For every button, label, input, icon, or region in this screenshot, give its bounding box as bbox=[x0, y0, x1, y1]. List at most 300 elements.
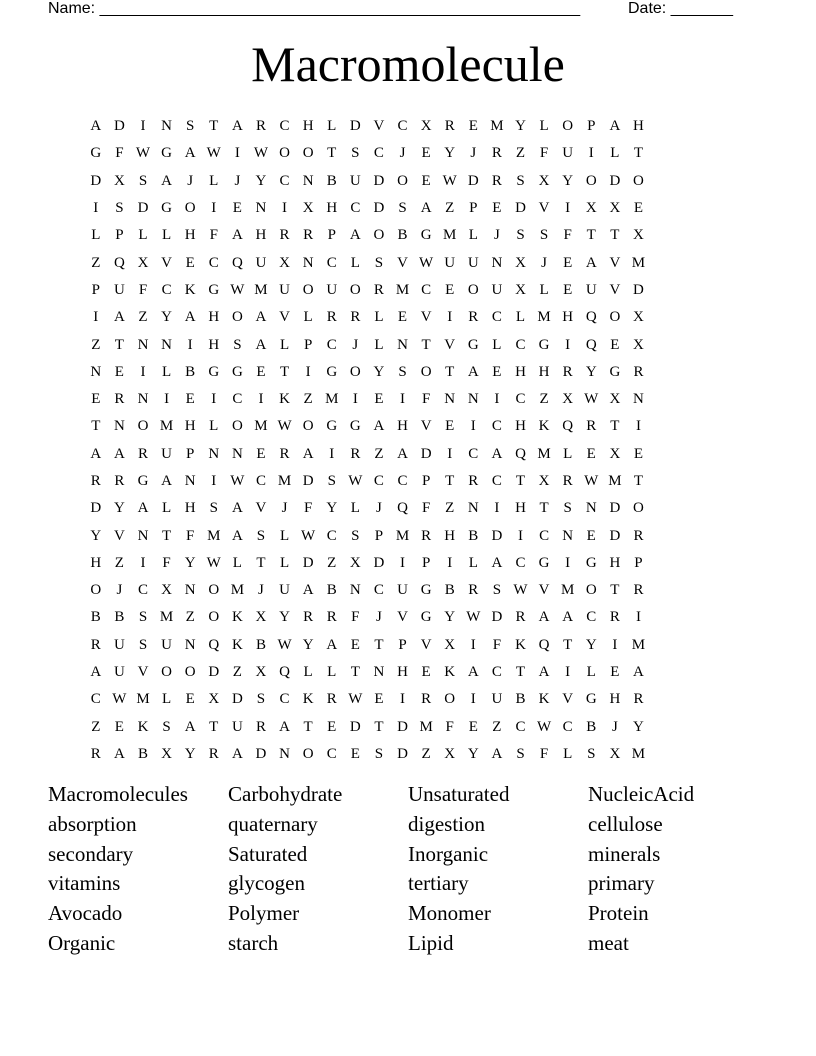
grid-letter[interactable]: S bbox=[138, 609, 148, 626]
grid-letter[interactable]: A bbox=[90, 118, 102, 135]
grid-letter[interactable]: Y bbox=[184, 554, 196, 571]
grid-letter[interactable]: D bbox=[349, 718, 361, 735]
grid-letter[interactable]: N bbox=[302, 254, 314, 271]
grid-letter[interactable]: U bbox=[255, 254, 267, 271]
grid-letter[interactable]: D bbox=[609, 172, 621, 189]
grid-letter[interactable]: S bbox=[162, 718, 171, 735]
grid-letter[interactable]: N bbox=[585, 500, 597, 517]
grid-letter[interactable]: P bbox=[398, 636, 407, 653]
grid-letter[interactable]: X bbox=[585, 200, 597, 217]
grid-letter[interactable]: M bbox=[395, 527, 410, 544]
grid-letter[interactable]: V bbox=[397, 254, 408, 271]
grid-letter[interactable]: K bbox=[515, 636, 526, 653]
grid-letter[interactable]: B bbox=[137, 745, 148, 762]
grid-letter[interactable]: E bbox=[185, 391, 195, 408]
grid-letter[interactable]: E bbox=[586, 527, 596, 544]
grid-letter[interactable]: A bbox=[255, 336, 267, 353]
grid-letter[interactable]: G bbox=[326, 363, 338, 380]
grid-letter[interactable]: E bbox=[256, 445, 266, 462]
grid-letter[interactable]: O bbox=[633, 172, 644, 189]
grid-letter[interactable]: F bbox=[303, 500, 313, 517]
grid-letter[interactable]: O bbox=[467, 281, 479, 298]
grid-letter[interactable]: G bbox=[420, 227, 432, 244]
grid-letter[interactable]: A bbox=[538, 664, 550, 681]
grid-letter[interactable]: J bbox=[541, 254, 547, 271]
grid-letter[interactable]: X bbox=[279, 254, 290, 271]
grid-letter[interactable]: P bbox=[91, 281, 100, 298]
grid-letter[interactable]: D bbox=[491, 609, 503, 626]
grid-letter[interactable]: T bbox=[610, 582, 620, 599]
grid-letter[interactable]: G bbox=[161, 145, 172, 162]
grid-letter[interactable]: V bbox=[420, 636, 432, 653]
grid-letter[interactable]: C bbox=[491, 473, 502, 489]
grid-letter[interactable]: P bbox=[421, 554, 431, 571]
grid-letter[interactable]: Y bbox=[515, 118, 526, 135]
grid-letter[interactable]: L bbox=[350, 254, 360, 271]
grid-letter[interactable]: U bbox=[161, 445, 172, 462]
grid-letter[interactable]: N bbox=[184, 473, 196, 489]
grid-letter[interactable]: Z bbox=[232, 664, 242, 681]
grid-letter[interactable]: S bbox=[587, 745, 596, 762]
grid-letter[interactable]: C bbox=[397, 473, 408, 489]
grid-letter[interactable]: P bbox=[374, 527, 384, 544]
grid-letter[interactable]: P bbox=[327, 227, 336, 244]
grid-letter[interactable]: H bbox=[184, 418, 196, 435]
grid-letter[interactable]: A bbox=[90, 445, 102, 462]
grid-letter[interactable]: Q bbox=[397, 500, 408, 517]
grid-letter[interactable]: U bbox=[562, 145, 574, 162]
grid-letter[interactable]: M bbox=[631, 254, 646, 271]
grid-letter[interactable]: N bbox=[279, 745, 290, 762]
grid-letter[interactable]: Y bbox=[467, 745, 479, 762]
grid-letter[interactable]: W bbox=[584, 473, 599, 489]
grid-letter[interactable]: S bbox=[115, 200, 124, 217]
grid-letter[interactable]: G bbox=[585, 691, 597, 708]
grid-letter[interactable]: A bbox=[538, 609, 550, 626]
grid-letter[interactable]: R bbox=[326, 691, 337, 708]
grid-letter[interactable]: L bbox=[610, 145, 620, 162]
grid-letter[interactable]: N bbox=[208, 445, 220, 462]
grid-letter[interactable]: R bbox=[633, 691, 644, 708]
grid-letter[interactable]: T bbox=[374, 718, 384, 735]
grid-letter[interactable]: L bbox=[279, 336, 290, 353]
grid-letter[interactable]: F bbox=[115, 145, 124, 162]
grid-letter[interactable]: T bbox=[256, 554, 266, 571]
grid-letter[interactable]: L bbox=[161, 363, 172, 380]
grid-letter[interactable]: M bbox=[608, 473, 622, 489]
grid-letter[interactable]: B bbox=[326, 582, 337, 599]
grid-letter[interactable]: E bbox=[421, 145, 431, 162]
grid-letter[interactable]: W bbox=[442, 172, 457, 189]
grid-letter[interactable]: W bbox=[135, 145, 151, 162]
grid-letter[interactable]: X bbox=[349, 554, 361, 571]
grid-letter[interactable]: R bbox=[633, 363, 644, 380]
grid-letter[interactable]: Q bbox=[113, 254, 125, 271]
grid-letter[interactable]: C bbox=[373, 582, 384, 599]
grid-letter[interactable]: A bbox=[231, 500, 243, 517]
grid-letter[interactable]: D bbox=[467, 172, 479, 189]
grid-letter[interactable]: C bbox=[326, 745, 337, 762]
grid-letter[interactable]: H bbox=[515, 418, 526, 435]
grid-letter[interactable]: D bbox=[349, 118, 361, 135]
grid-letter[interactable]: D bbox=[373, 554, 385, 571]
grid-letter[interactable]: I bbox=[140, 363, 146, 380]
grid-letter[interactable]: D bbox=[302, 554, 314, 571]
grid-letter[interactable]: Y bbox=[562, 172, 574, 189]
grid-letter[interactable]: R bbox=[114, 391, 125, 408]
grid-letter[interactable]: L bbox=[209, 172, 219, 189]
grid-letter[interactable]: E bbox=[232, 200, 242, 217]
grid-letter[interactable]: I bbox=[565, 336, 571, 353]
grid-letter[interactable]: C bbox=[491, 309, 502, 326]
grid-letter[interactable]: D bbox=[113, 118, 125, 135]
grid-letter[interactable]: Y bbox=[279, 609, 290, 626]
grid-letter[interactable]: G bbox=[420, 582, 432, 599]
grid-letter[interactable]: V bbox=[279, 309, 290, 326]
grid-letter[interactable]: G bbox=[208, 363, 220, 380]
grid-letter[interactable]: Y bbox=[373, 363, 385, 380]
grid-letter[interactable]: Z bbox=[515, 145, 526, 162]
grid-letter[interactable]: B bbox=[444, 582, 455, 599]
grid-letter[interactable]: W bbox=[277, 418, 292, 435]
grid-letter[interactable]: R bbox=[633, 582, 644, 599]
grid-letter[interactable]: O bbox=[302, 418, 314, 435]
grid-letter[interactable]: C bbox=[491, 664, 502, 681]
grid-letter[interactable]: U bbox=[349, 172, 361, 189]
grid-letter[interactable]: N bbox=[137, 391, 149, 408]
grid-letter[interactable]: R bbox=[444, 118, 455, 135]
grid-letter[interactable]: A bbox=[184, 145, 196, 162]
grid-letter[interactable]: J bbox=[116, 582, 123, 599]
grid-letter[interactable]: T bbox=[563, 636, 573, 653]
grid-letter[interactable]: V bbox=[397, 609, 408, 626]
grid-letter[interactable]: K bbox=[302, 691, 314, 708]
grid-letter[interactable]: X bbox=[633, 336, 644, 353]
grid-letter[interactable]: H bbox=[90, 554, 102, 571]
grid-letter[interactable]: L bbox=[539, 118, 549, 135]
grid-letter[interactable]: E bbox=[633, 200, 644, 217]
grid-letter[interactable]: O bbox=[349, 281, 361, 298]
grid-letter[interactable]: T bbox=[161, 527, 172, 544]
grid-letter[interactable]: T bbox=[209, 118, 219, 135]
grid-letter[interactable]: N bbox=[373, 664, 385, 681]
grid-letter[interactable]: J bbox=[376, 609, 382, 626]
grid-letter[interactable]: V bbox=[420, 418, 432, 435]
grid-letter[interactable]: S bbox=[563, 500, 572, 517]
grid-letter[interactable]: W bbox=[206, 145, 221, 162]
grid-letter[interactable]: K bbox=[184, 281, 196, 298]
grid-letter[interactable]: Z bbox=[91, 336, 101, 353]
grid-letter[interactable]: X bbox=[538, 172, 550, 189]
grid-letter[interactable]: M bbox=[419, 718, 433, 735]
grid-letter[interactable]: S bbox=[516, 172, 525, 189]
grid-letter[interactable]: L bbox=[539, 281, 549, 298]
grid-letter[interactable]: R bbox=[255, 718, 266, 735]
grid-letter[interactable]: R bbox=[468, 309, 479, 326]
grid-letter[interactable]: W bbox=[301, 527, 316, 544]
grid-letter[interactable]: C bbox=[562, 718, 573, 735]
grid-letter[interactable]: N bbox=[161, 118, 172, 135]
grid-letter[interactable]: W bbox=[419, 254, 434, 271]
grid-letter[interactable]: Y bbox=[255, 172, 267, 189]
grid-letter[interactable]: O bbox=[279, 145, 290, 162]
grid-letter[interactable]: R bbox=[609, 609, 620, 626]
grid-letter[interactable]: T bbox=[279, 363, 290, 380]
grid-letter[interactable]: P bbox=[303, 336, 313, 353]
grid-letter[interactable]: L bbox=[209, 418, 219, 435]
grid-letter[interactable]: E bbox=[350, 745, 360, 762]
grid-letter[interactable]: Y bbox=[585, 363, 597, 380]
grid-letter[interactable]: L bbox=[303, 309, 313, 326]
grid-letter[interactable]: Q bbox=[231, 254, 243, 271]
grid-letter[interactable]: O bbox=[397, 172, 408, 189]
grid-letter[interactable]: D bbox=[137, 200, 149, 217]
grid-letter[interactable]: N bbox=[137, 336, 149, 353]
grid-letter[interactable]: E bbox=[492, 200, 502, 217]
grid-letter[interactable]: N bbox=[184, 582, 196, 599]
grid-letter[interactable]: O bbox=[231, 309, 243, 326]
grid-letter[interactable]: X bbox=[302, 200, 314, 217]
grid-letter[interactable]: H bbox=[609, 554, 621, 571]
grid-letter[interactable]: E bbox=[492, 363, 502, 380]
grid-letter[interactable]: T bbox=[114, 336, 124, 353]
grid-letter[interactable]: P bbox=[587, 118, 596, 135]
grid-letter[interactable]: A bbox=[420, 200, 432, 217]
grid-letter[interactable]: F bbox=[162, 554, 171, 571]
grid-letter[interactable]: Q bbox=[279, 664, 290, 681]
grid-letter[interactable]: C bbox=[279, 172, 290, 189]
grid-letter[interactable]: E bbox=[445, 281, 455, 298]
grid-letter[interactable]: O bbox=[420, 363, 432, 380]
grid-letter[interactable]: S bbox=[233, 336, 242, 353]
grid-letter[interactable]: R bbox=[515, 609, 526, 626]
grid-letter[interactable]: R bbox=[279, 227, 290, 244]
grid-letter[interactable]: R bbox=[208, 745, 219, 762]
grid-letter[interactable]: I bbox=[258, 391, 264, 408]
grid-letter[interactable]: N bbox=[467, 500, 479, 517]
grid-letter[interactable]: O bbox=[231, 418, 243, 435]
grid-letter[interactable]: A bbox=[491, 554, 503, 571]
grid-letter[interactable]: L bbox=[374, 336, 384, 353]
grid-letter[interactable]: I bbox=[470, 691, 476, 708]
grid-letter[interactable]: C bbox=[468, 445, 479, 462]
grid-letter[interactable]: I bbox=[565, 664, 571, 681]
grid-letter[interactable]: N bbox=[444, 391, 456, 408]
grid-letter[interactable]: O bbox=[444, 691, 456, 708]
grid-letter[interactable]: O bbox=[90, 582, 102, 599]
grid-letter[interactable]: A bbox=[562, 609, 574, 626]
grid-letter[interactable]: O bbox=[137, 418, 149, 435]
grid-letter[interactable]: D bbox=[397, 745, 408, 762]
grid-letter[interactable]: A bbox=[161, 473, 172, 489]
grid-letter[interactable]: H bbox=[184, 500, 196, 517]
grid-letter[interactable]: L bbox=[374, 309, 384, 326]
grid-letter[interactable]: I bbox=[211, 200, 217, 217]
grid-letter[interactable]: K bbox=[137, 718, 149, 735]
grid-letter[interactable]: G bbox=[161, 200, 172, 217]
grid-letter[interactable]: I bbox=[470, 418, 476, 435]
grid-letter[interactable]: Z bbox=[445, 200, 455, 217]
grid-letter[interactable]: I bbox=[234, 145, 240, 162]
grid-letter[interactable]: I bbox=[565, 200, 571, 217]
grid-letter[interactable]: M bbox=[254, 281, 268, 298]
grid-letter[interactable]: E bbox=[350, 636, 360, 653]
grid-letter[interactable]: E bbox=[185, 254, 195, 271]
grid-letter[interactable]: Y bbox=[161, 309, 172, 326]
grid-letter[interactable]: S bbox=[256, 691, 266, 708]
grid-letter[interactable]: E bbox=[563, 254, 573, 271]
grid-letter[interactable]: D bbox=[633, 281, 644, 298]
grid-letter[interactable]: X bbox=[255, 664, 267, 681]
grid-letter[interactable]: R bbox=[350, 445, 361, 462]
grid-letter[interactable]: G bbox=[231, 363, 243, 380]
grid-letter[interactable]: O bbox=[585, 172, 597, 189]
grid-letter[interactable]: O bbox=[349, 363, 361, 380]
grid-letter[interactable]: J bbox=[281, 500, 288, 517]
grid-letter[interactable]: C bbox=[491, 418, 502, 435]
grid-letter[interactable]: A bbox=[231, 527, 243, 544]
grid-letter[interactable]: E bbox=[610, 664, 620, 681]
grid-letter[interactable]: N bbox=[231, 445, 243, 462]
grid-letter[interactable]: R bbox=[90, 745, 101, 762]
grid-letter[interactable]: U bbox=[113, 281, 125, 298]
grid-letter[interactable]: S bbox=[209, 500, 218, 517]
grid-letter[interactable]: K bbox=[444, 664, 456, 681]
grid-letter[interactable]: I bbox=[588, 145, 594, 162]
grid-letter[interactable]: B bbox=[255, 636, 266, 653]
grid-letter[interactable]: X bbox=[161, 745, 172, 762]
grid-letter[interactable]: W bbox=[253, 145, 269, 162]
grid-letter[interactable]: O bbox=[562, 118, 574, 135]
grid-letter[interactable]: O bbox=[208, 609, 220, 626]
grid-letter[interactable]: Y bbox=[90, 527, 102, 544]
grid-letter[interactable]: L bbox=[468, 227, 478, 244]
grid-letter[interactable]: L bbox=[327, 664, 337, 681]
grid-letter[interactable]: L bbox=[515, 309, 526, 326]
grid-letter[interactable]: R bbox=[137, 445, 148, 462]
grid-letter[interactable]: M bbox=[443, 227, 457, 244]
grid-letter[interactable]: F bbox=[539, 145, 549, 162]
grid-letter[interactable]: D bbox=[491, 527, 503, 544]
grid-letter[interactable]: X bbox=[208, 691, 220, 708]
grid-letter[interactable]: O bbox=[302, 745, 314, 762]
grid-letter[interactable]: P bbox=[115, 227, 124, 244]
grid-letter[interactable]: X bbox=[444, 636, 456, 653]
grid-letter[interactable]: F bbox=[563, 227, 572, 244]
grid-letter[interactable]: V bbox=[420, 309, 432, 326]
grid-letter[interactable]: M bbox=[254, 418, 268, 435]
grid-letter[interactable]: S bbox=[351, 145, 360, 162]
grid-letter[interactable]: J bbox=[611, 718, 618, 735]
grid-letter[interactable]: A bbox=[161, 172, 172, 189]
grid-letter[interactable]: C bbox=[515, 336, 526, 353]
grid-letter[interactable]: C bbox=[326, 254, 337, 271]
grid-letter[interactable]: A bbox=[491, 445, 503, 462]
grid-letter[interactable]: H bbox=[302, 118, 314, 135]
grid-letter[interactable]: V bbox=[444, 336, 456, 353]
grid-letter[interactable]: N bbox=[562, 527, 574, 544]
grid-letter[interactable]: O bbox=[373, 227, 385, 244]
grid-letter[interactable]: M bbox=[395, 281, 410, 298]
grid-letter[interactable]: A bbox=[279, 718, 290, 735]
grid-letter[interactable]: T bbox=[633, 473, 644, 489]
grid-letter[interactable]: X bbox=[609, 745, 621, 762]
grid-letter[interactable]: U bbox=[113, 636, 125, 653]
grid-letter[interactable]: A bbox=[113, 745, 125, 762]
grid-letter[interactable]: Z bbox=[421, 745, 431, 762]
grid-letter[interactable]: X bbox=[113, 172, 125, 189]
grid-letter[interactable]: O bbox=[208, 582, 220, 599]
grid-letter[interactable]: W bbox=[277, 636, 292, 653]
grid-letter[interactable]: D bbox=[609, 500, 621, 517]
grid-letter[interactable]: O bbox=[633, 500, 644, 517]
grid-letter[interactable]: E bbox=[633, 445, 644, 462]
grid-letter[interactable]: R bbox=[303, 227, 314, 244]
grid-letter[interactable]: R bbox=[326, 609, 337, 626]
grid-letter[interactable]: P bbox=[186, 445, 195, 462]
grid-letter[interactable]: E bbox=[114, 363, 124, 380]
grid-letter[interactable]: T bbox=[327, 145, 337, 162]
grid-letter[interactable]: S bbox=[516, 227, 525, 244]
grid-letter[interactable]: W bbox=[466, 609, 481, 626]
grid-letter[interactable]: G bbox=[326, 418, 338, 435]
grid-letter[interactable]: I bbox=[635, 418, 641, 435]
grid-letter[interactable]: S bbox=[327, 473, 336, 489]
grid-letter[interactable]: A bbox=[90, 664, 102, 681]
grid-letter[interactable]: U bbox=[491, 691, 503, 708]
grid-letter[interactable]: U bbox=[161, 636, 172, 653]
grid-letter[interactable]: A bbox=[184, 309, 196, 326]
grid-letter[interactable]: K bbox=[538, 691, 550, 708]
grid-letter[interactable]: B bbox=[515, 691, 526, 708]
grid-letter[interactable]: C bbox=[326, 527, 337, 544]
grid-letter[interactable]: U bbox=[279, 281, 290, 298]
grid-letter[interactable]: R bbox=[90, 636, 101, 653]
grid-letter[interactable]: H bbox=[609, 691, 621, 708]
grid-letter[interactable]: V bbox=[538, 200, 550, 217]
grid-letter[interactable]: G bbox=[585, 554, 597, 571]
grid-letter[interactable]: J bbox=[470, 145, 477, 162]
grid-letter[interactable]: Y bbox=[444, 609, 456, 626]
grid-letter[interactable]: X bbox=[420, 118, 432, 135]
grid-letter[interactable]: L bbox=[468, 554, 478, 571]
grid-letter[interactable]: R bbox=[303, 609, 314, 626]
grid-letter[interactable]: A bbox=[184, 718, 196, 735]
grid-letter[interactable]: R bbox=[421, 527, 432, 544]
grid-letter[interactable]: I bbox=[282, 200, 288, 217]
grid-letter[interactable]: I bbox=[470, 636, 476, 653]
grid-letter[interactable]: Y bbox=[444, 145, 456, 162]
grid-letter[interactable]: L bbox=[161, 227, 172, 244]
grid-letter[interactable]: R bbox=[90, 473, 101, 489]
grid-letter[interactable]: M bbox=[490, 118, 504, 135]
grid-letter[interactable]: V bbox=[161, 254, 172, 271]
grid-letter[interactable]: X bbox=[609, 200, 621, 217]
grid-letter[interactable]: Z bbox=[445, 500, 455, 517]
grid-letter[interactable]: H bbox=[397, 664, 408, 681]
grid-letter[interactable]: Z bbox=[327, 554, 337, 571]
grid-letter[interactable]: V bbox=[373, 118, 385, 135]
grid-letter[interactable]: W bbox=[348, 473, 363, 489]
grid-letter[interactable]: S bbox=[138, 636, 148, 653]
grid-letter[interactable]: D bbox=[373, 172, 385, 189]
grid-letter[interactable]: C bbox=[350, 200, 361, 217]
grid-letter[interactable]: I bbox=[635, 609, 641, 626]
grid-letter[interactable]: Q bbox=[208, 636, 220, 653]
grid-letter[interactable]: S bbox=[374, 745, 384, 762]
grid-letter[interactable]: S bbox=[256, 527, 266, 544]
grid-letter[interactable]: A bbox=[302, 582, 314, 599]
